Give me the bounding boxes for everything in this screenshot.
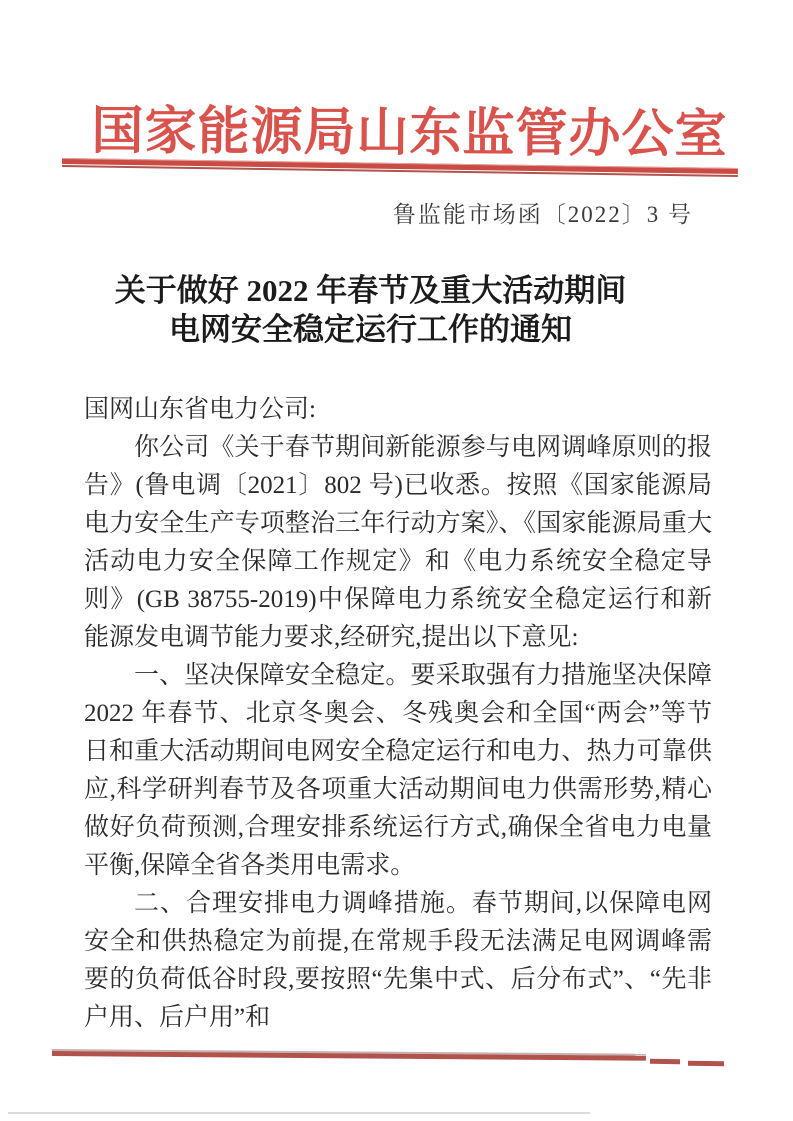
body-paragraph: 二、合理安排电力调峰措施。春节期间,以保障电网安全和供热稳定为前提,在常规手段无法满足电网调峰需要的负荷低谷时段,要按照“先集中式、后分布式”、“先非户用、后户用”和 [84, 890, 712, 1031]
body-paragraph: 你公司《关于春节期间新能源参与电网调峰原则的报告》(鲁电调〔2021〕802 号)已收悉。按照《国家能源局电力安全生产专项整治三年行动方案》、《国家能源局重大活动电力安全保障工作规定》和《电力系统安全稳定导则》(GB 38755-2019)中保障电力系统安全稳定运行和新能源发电调节能力要求,经研究,提出以下意见: [84, 434, 712, 651]
salutation: 国网山东省电力公司: [84, 396, 316, 423]
letterhead-org-name: 国家能源局山东监管办公室 [91, 103, 728, 165]
page-edge-shadow-line [8, 1112, 590, 1114]
body-paragraph: 一、坚决保障安全稳定。要采取强有力措施坚决保障 2022 年春节、北京冬奥会、冬残奥会和全国“两会”等节日和重大活动期间电网安全稳定运行和电力、热力可靠供应,科学研判春节及各项重大活动期间电力供需形势,精心做好负荷预测,合理安排系统运行方式,确保全省电力电量平衡,保障全省各类用电需求。 [84, 662, 712, 879]
bottom-red-rule-dash [650, 1059, 680, 1064]
bottom-red-rule-dash [688, 1061, 724, 1067]
document-body [84, 391, 712, 1037]
bottom-red-rule [52, 1049, 646, 1061]
document-title-line2: 电网安全稳定运行工作的通知 [169, 312, 572, 347]
document-title [0, 271, 767, 349]
document-number: 鲁监能市场函〔2022〕3 号 [392, 202, 693, 227]
document-title-line1: 关于做好 2022 年春节及重大活动期间 [114, 273, 627, 308]
